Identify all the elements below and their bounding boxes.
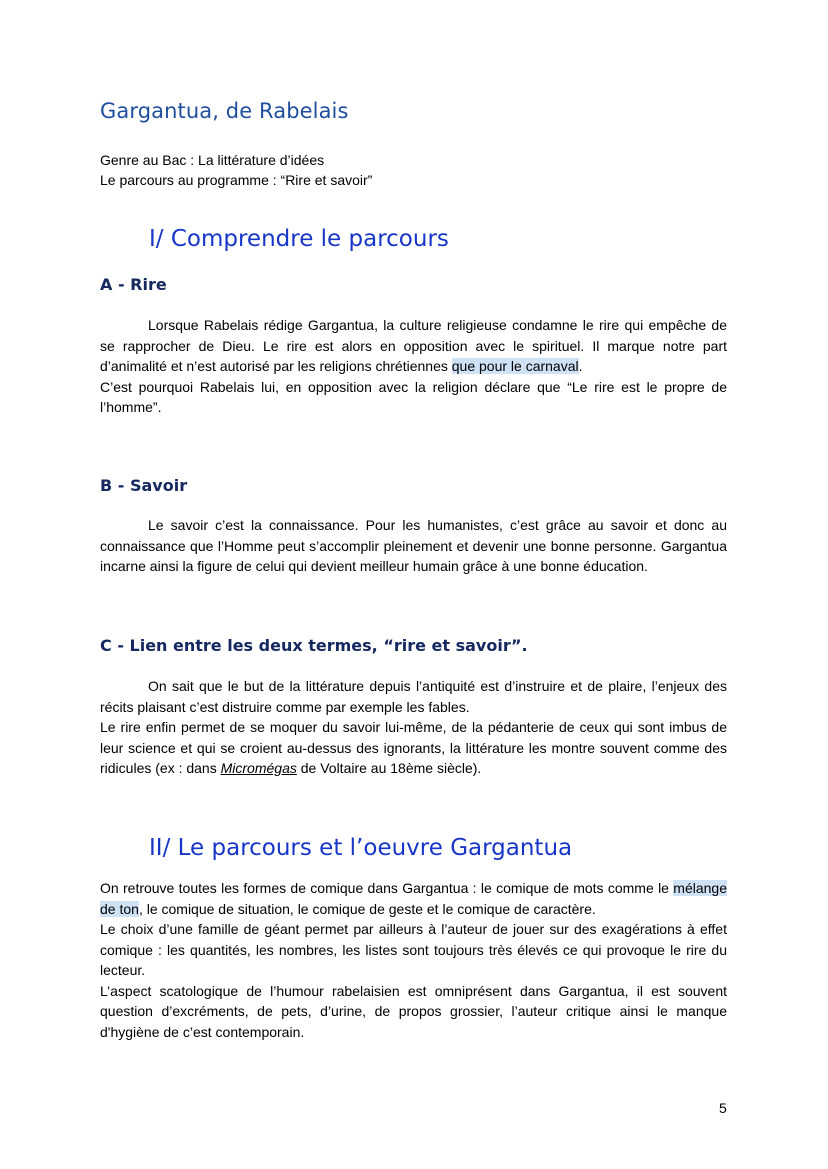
- work-title-micromegas: Micromégas: [220, 760, 297, 776]
- part-2-paragraph-3: L’aspect scatologique de l’humour rabelaisien est omniprésent dans Gargantua, il est souvent question d’excréments, de pets, d’urine, de propos grossier, l’auteur critique ainsi le manque d'hygiène de c’est contemporain.: [100, 982, 727, 1040]
- highlighted-text: mélange de ton: [100, 880, 727, 917]
- section-b-paragraph-1: Le savoir c’est la connaissance. Pour les humanistes, c’est grâce au savoir et donc au connaissance que l’Homme peut s’accomplir pleinement et devenir une bonne personne. Gargantua incarne ainsi la figure de celui qui devient meilleur humain grâce à une bonne éducation.: [100, 517, 727, 574]
- part-1-heading: I/ Comprendre le parcours: [149, 226, 449, 252]
- document-meta: [100, 150, 372, 190]
- document-title: Gargantua, de Rabelais: [100, 99, 349, 123]
- meta-parcours: Le parcours au programme : “Rire et savoir”: [100, 172, 373, 188]
- section-c-paragraph-2: [100, 717, 727, 779]
- section-a-p1-end: .: [578, 358, 583, 374]
- section-a-p1-text: Lorsque Rabelais rédige Gargantua, la culture religieuse condamne le rire qui empêche de se rapprocher de Dieu. Le rire est alors en opposition avec le spirituel. Il marque notre part d’animalité et n’est autorisé par les religions chrétiennes: [100, 317, 727, 374]
- part-2-p1-text: On retrouve toutes les formes de comique dans Gargantua : le comique de mots comme le: [100, 880, 674, 896]
- section-c-heading: C - Lien entre les deux termes, “rire et savoir”.: [100, 636, 528, 655]
- section-c-p2-end: de Voltaire au 18ème siècle).: [296, 760, 482, 776]
- part-2-p1-end: , le comique de situation, le comique de geste et le comique de caractère.: [138, 900, 596, 917]
- section-c-paragraph-1: On sait que le but de la littérature depuis l’antiquité est d’instruire et de plaire, l’enjeux des récits plaisant c’est distruire comme par exemple les fables.: [100, 678, 727, 715]
- section-a-heading: A - Rire: [100, 275, 167, 294]
- part-2-heading: II/ Le parcours et l’oeuvre Gargantua: [149, 835, 573, 861]
- highlighted-text: que pour le carnaval: [451, 358, 579, 374]
- meta-genre: Genre au Bac : La littérature d’idées: [100, 152, 325, 168]
- section-b-heading: B - Savoir: [100, 476, 188, 495]
- part-2-paragraph-1: [100, 878, 727, 919]
- section-a-paragraph-1: [100, 315, 727, 377]
- page-number: 5: [719, 1100, 727, 1116]
- part-2-body: [100, 878, 727, 1042]
- section-c-body: [100, 676, 727, 779]
- section-a-paragraph-2: C’est pourquoi Rabelais lui, en opposition avec la religion déclare que “Le rire est le propre de l’homme”.: [100, 378, 727, 415]
- section-c-p2-text: Le rire enfin permet de se moquer du savoir lui-même, de la pédanterie de ceux qui sont imbus de leur science et qui se croient au-dessus des ignorants, la littérature les montre souvent comme des ridicules (ex : dans: [100, 719, 727, 776]
- part-2-paragraph-2: Le choix d’une famille de géant permet par ailleurs à l’auteur de jouer sur des exagérations à effet comique : les quantités, les nombres, les listes sont toujours très élevés ce qui provoque le rire du lecteur.: [100, 921, 727, 978]
- section-a-body: [100, 315, 727, 418]
- section-b-body: [100, 515, 727, 577]
